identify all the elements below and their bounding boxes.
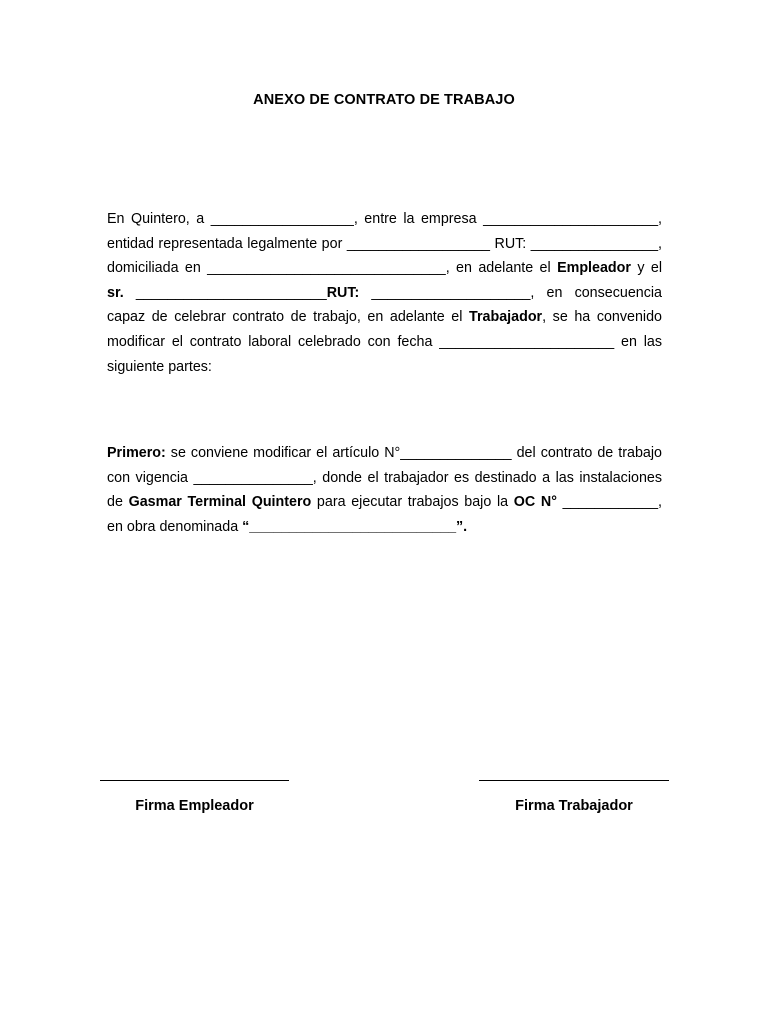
first-clause-paragraph (107, 441, 662, 539)
work-name-blank: “__________________________”. (242, 518, 468, 535)
intro-text-4: ____________________, en consecuencia capaz de celebrar contrato de trabajo, en adelante el (107, 284, 662, 326)
worker-signature-label: Firma Trabajador (515, 798, 633, 814)
contract-intro-paragraph (107, 207, 662, 379)
worker-signature-line (479, 780, 669, 781)
employer-signature-label: Firma Empleador (135, 798, 254, 814)
rut-term: RUT: (326, 284, 360, 301)
intro-text-5: , se ha convenido modificar el contrato laboral celebrado con fecha ______________________ en las siguiente partes: (107, 309, 663, 375)
clause-text-2: para ejecutar trabajos bajo la (311, 494, 514, 511)
clause-text-3: ____________, en obra denominada (107, 494, 662, 535)
terminal-name: Gasmar Terminal Quintero (128, 494, 312, 511)
intro-text-1: En Quintero, a __________________, entre la empresa ______________________, entidad representada legalmente por __________________ RUT: ________________, domiciliada en ______________________________, en adelante el (107, 211, 662, 277)
clause-text-1: se conviene modificar el artículo N°______________ del contrato de trabajo con vigencia _______________, donde el trabajador es destinado a las instalaciones de (107, 445, 662, 511)
worker-term: Trabajador (469, 309, 543, 326)
intro-text-2: y el (630, 260, 662, 277)
document-title: ANEXO DE CONTRATO DE TRABAJO (253, 92, 515, 108)
first-clause-heading: Primero: (107, 445, 166, 461)
employer-signature-line (100, 780, 289, 781)
intro-text-3: ________________________ (123, 284, 327, 301)
sr-term: sr. (107, 284, 124, 301)
employer-term: Empleador (557, 260, 631, 277)
oc-term: OC N° (513, 494, 557, 511)
